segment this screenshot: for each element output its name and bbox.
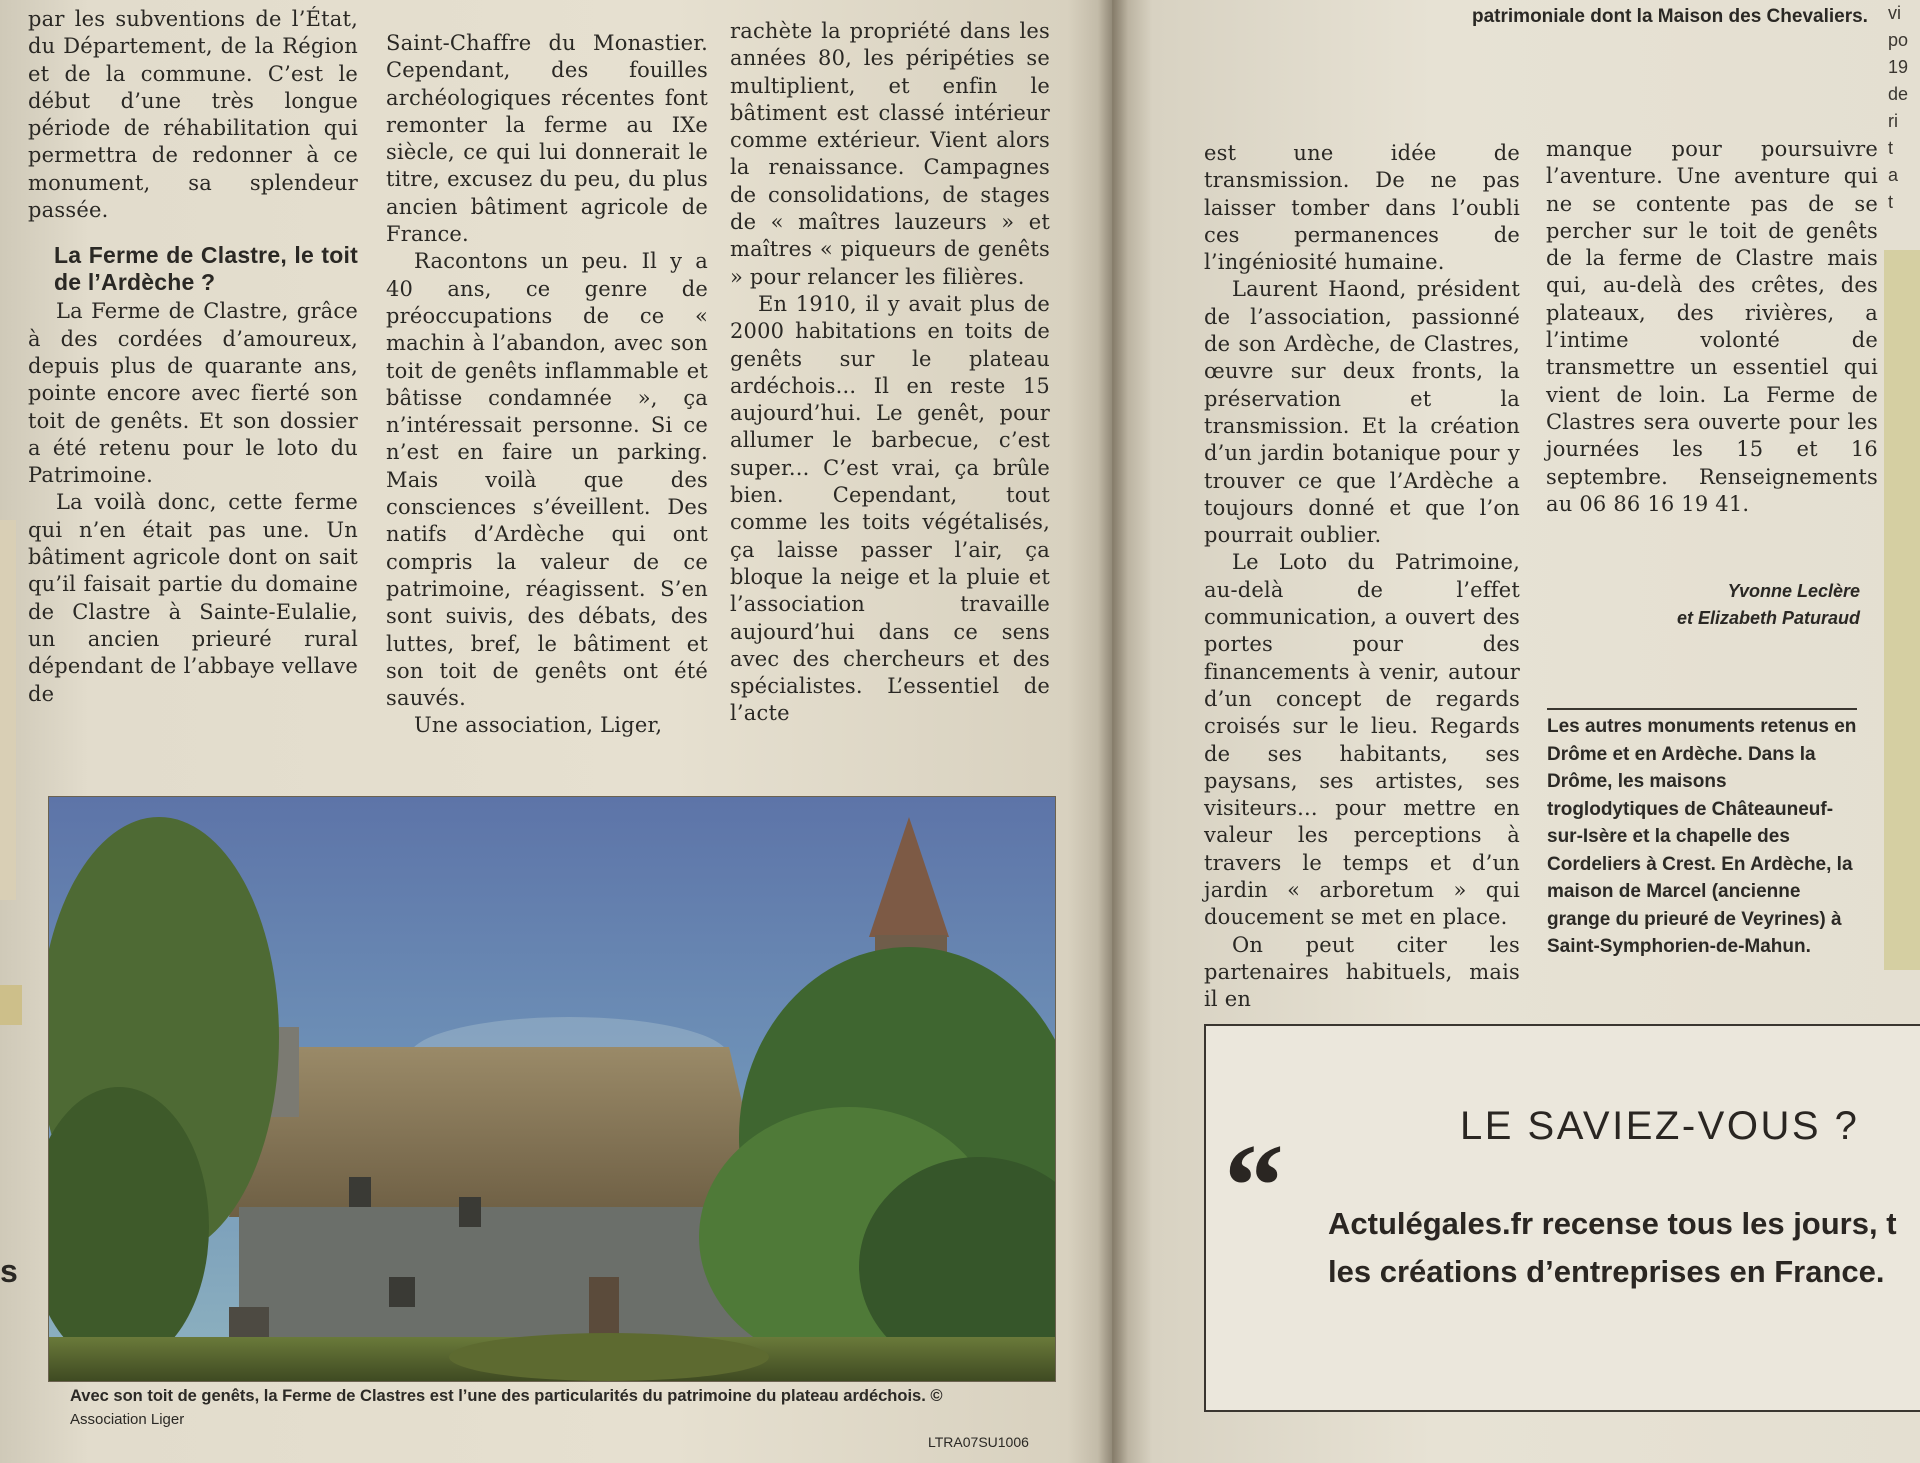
article-paragraph: rachète la propriété dans les années 80, les péripéties se multiplient, et enfin le bâtiment est classé intérieur comme extérieur. Vient alors la renaissance. Campagnes de consolidations, de stages de « maîtres lauzeurs » et maîtres « piqueurs de genêts » pour relancer les filières. <box>730 19 1050 289</box>
quote-mark-icon: “ <box>1224 1119 1284 1252</box>
article-paragraph: manque pour poursuivre l’aventure. Une aventure qui ne se contente pas de se percher sur le toit de genêts de la ferme de Clastre mais qui, au-delà des crêtes, des plateaux, des rivières, a l’intime volonté de transmettre un essentiel qui vient de loin. La Ferme de Clastres sera ouverte pour les journées les 15 et 16 septembre. Renseignements au 06 86 16 19 41. <box>1546 137 1878 516</box>
saviez-vous-text <box>1328 1200 1920 1296</box>
article-paragraph: Une association, Liger, <box>414 713 663 738</box>
right-edge-letter: a <box>1888 165 1899 185</box>
right-edge-letter: po <box>1888 30 1909 50</box>
article-column-2 <box>386 30 708 740</box>
article-column-5 <box>1546 136 1878 518</box>
left-edge-color-strip <box>0 985 22 1025</box>
article-paragraph: Laurent Haond, président de l’association, passionné de son Ardèche, de Clastres, œuvre sur deux fronts, la préservation et la transmission. Et la création d’un jardin botanique pour y trouver ce que l’Ardèche a toujours donné et que l’on pourrait oublier. <box>1204 277 1520 548</box>
saviez-vous-box <box>1204 1024 1920 1412</box>
saviez-vous-title: LE SAVIEZ-VOUS ? <box>1460 1104 1860 1148</box>
left-edge-image-strip <box>0 520 16 900</box>
article-signature <box>1560 578 1860 632</box>
right-edge-letter: ri <box>1888 111 1898 131</box>
signature-line-2: et Elizabeth Paturaud <box>1676 608 1860 628</box>
saviez-vous-line-1: Actulégales.fr recense tous les jours, t <box>1328 1206 1897 1241</box>
photo-caption-text: Avec son toit de genêts, la Ferme de Clastres est l’une des particularités du patrimoine du plateau ardéchois. © <box>70 1387 943 1405</box>
section-subheading: La Ferme de Clastre, le toit de l’Ardèche ? <box>54 242 358 296</box>
left-edge-letter: s <box>0 1253 18 1289</box>
right-edge-letter: 19 <box>1888 57 1909 77</box>
signature-line-1: Yvonne Leclère <box>1727 581 1860 601</box>
page-folio: LTRA07SU1006 <box>928 1434 1029 1450</box>
article-paragraph: est une idée de transmission. De ne pas laisser tomber dans l’oubli ces permanences de l’ingéniosité humaine. <box>1204 141 1520 275</box>
article-paragraph: La voilà donc, cette ferme qui n’en était pas une. Un bâtiment agricole dont on sait qu’il faisait partie du domaine de Clastre à Sainte-Eulalie, un ancien prieuré rural dépendant de l’abbaye vellave de <box>28 490 358 706</box>
farm-photo <box>48 796 1056 1382</box>
article-paragraph: Saint-Chaffre du Monastier. Cependant, des fouilles archéologiques récentes font remonter la ferme au IXe siècle, ce qui lui donnerait le titre, excusez du peu, du plus ancien bâtiment agricole de France. <box>386 31 708 247</box>
right-edge-letters <box>1880 0 1920 980</box>
article-column-4 <box>1204 140 1520 1014</box>
article-paragraph: On peut citer les partenaires habituels, mais il en <box>1204 932 1520 1012</box>
farm-photo-illustration <box>49 797 1055 1381</box>
monuments-box <box>1547 708 1857 961</box>
photo-credit: Association Liger <box>70 1411 185 1428</box>
right-edge-letter: t <box>1888 138 1894 158</box>
right-edge-letter: vi <box>1888 3 1901 23</box>
right-edge-letter: de <box>1888 84 1909 104</box>
article-paragraph: par les subventions de l’État, du Département, de la Région et de la commune. C’est le début d’une très longue période de réhabilitation qui permettra de redonner à ce monument, sa splendeur passée. <box>28 7 358 223</box>
article-paragraph: En 1910, il y avait plus de 2000 habitations en toits de genêts sur le plateau ardéchois... Il en reste 15 aujourd’hui. Le genêt, pour allumer le barbecue, c’est super... C’est vrai, ça brûle bien. Cependant, tout comme les toits végétalisés, ça laisse passer l’air, ça bloque la neige et la pluie et l’association travaille aujourd’hui dans ce sens avec des chercheurs et des spécialistes. L’essentiel de l’acte <box>730 291 1050 726</box>
top-right-caption: patrimoniale dont la Maison des Chevaliers. <box>1472 6 1868 27</box>
article-column-3 <box>730 18 1050 728</box>
saviez-vous-line-2: les créations d’entreprises en France. <box>1328 1254 1885 1289</box>
page-gutter <box>1098 0 1128 1463</box>
article-column-1 <box>28 6 358 708</box>
article-paragraph: Le Loto du Patrimoine, au-delà de l’effet communication, a ouvert des portes pour des financements à venir, autour d’un concept de regards croisés sur le lieu. Regards de ses habitants, ses paysans, ses artistes, ses visiteurs... pour mettre en valeur les perceptions à travers le temps et d’un jardin « arboretum » qui doucement se met en place. <box>1204 550 1520 930</box>
photo-caption <box>70 1384 1070 1432</box>
right-edge-letter: t <box>1888 192 1894 212</box>
monuments-rule <box>1547 708 1857 710</box>
article-paragraph: Racontons un peu. Il y a 40 ans, ce genre de préoccupations de ce « machin à l’abandon, avec son toit de genêts inflammable et bâtisse condamnée », ça n’intéressait personne. Si ce n’est en faire un parking. Mais voilà que des consciences s’éveillent. Des natifs d’Ardèche qui ont compris la valeur de ce patrimoine, réagissent. S’en sont suivis, des débats, des luttes, bref, le bâtiment et son toit de genêts ont été sauvés. <box>386 249 708 711</box>
monuments-text: Les autres monuments retenus en Drôme et en Ardèche. Dans la Drôme, les maisons troglodytiques de Châteauneuf-sur-Isère et la chapelle des Cordeliers à Crest. En Ardèche, la maison de Marcel (ancienne grange du prieuré de Veyrines) à Saint-Symphorien-de-Mahun. <box>1547 716 1857 957</box>
article-paragraph: La Ferme de Clastre, grâce à des cordées d’amoureux, depuis plus de quarante ans, pointe encore avec fierté son toit de genêts. Et son dossier a été retenu pour le loto du Patrimoine. <box>28 299 358 488</box>
